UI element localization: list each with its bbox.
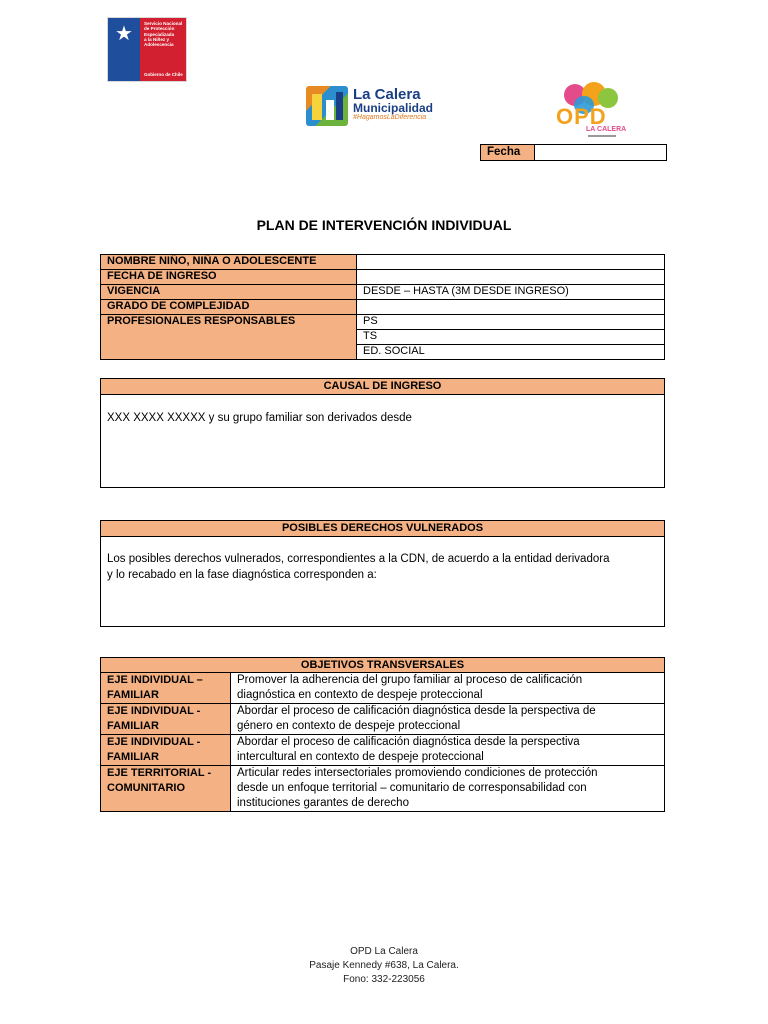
opd-logo-underline [588,135,616,137]
opd-logo [552,82,628,142]
objetivo-text-line: Abordar el proceso de calificación diagnóstica desde la perspectiva de [237,705,596,717]
objetivo-text-line: Articular redes intersectoriales promoviendo condiciones de protección [237,767,598,779]
city-buildings-icon [306,86,348,126]
eje-label-line: EJE INDIVIDUAL - [107,705,201,717]
derechos-section [100,520,665,627]
complejidad-value-cell[interactable] [357,300,665,315]
objetivos-table [100,657,665,812]
objetivo-text-line: género en contexto de despeje proteccional [237,720,461,732]
eje-label-line: FAMILIAR [107,720,159,732]
sename-logo-footer: Gobierno de Chile [144,72,183,77]
derechos-body[interactable] [101,537,664,583]
eje-label-line: EJE TERRITORIAL - [107,767,212,779]
profesional-ps-cell[interactable]: PS [357,315,665,330]
derechos-line-2: y lo recabado en la fase diagnóstica corresponden a: [107,569,377,581]
profesional-ed-social-cell[interactable]: ED. SOCIAL [357,345,665,360]
eje-label-line: FAMILIAR [107,689,159,701]
objetivo-text-line: Promover la adherencia del grupo familiar al proceso de calificación [237,674,583,686]
nombre-label: NOMBRE NIÑO, NIÑA O ADOLESCENTE [101,255,357,270]
table-row [101,766,665,812]
complejidad-label: GRADO DE COMPLEJIDAD [101,300,357,315]
info-table [100,254,665,360]
page-footer [0,945,768,987]
star-icon: ★ [115,23,133,45]
table-row [101,673,665,704]
nombre-value-cell[interactable] [357,255,665,270]
opd-logo-city: LA CALERA [586,126,627,133]
fecha-ingreso-label: FECHA DE INGRESO [101,270,357,285]
la-calera-logo [306,86,436,126]
objetivo-text-line: instituciones garantes de derecho [237,797,409,809]
sename-logo [107,17,187,82]
objetivos-header: OBJETIVOS TRANSVERSALES [101,658,665,673]
eje-label-line: FAMILIAR [107,751,159,763]
eje-label [101,766,231,812]
eje-label [101,673,231,704]
objetivo-text-line: desde un enfoque territorial – comunitario de corresponsabilidad con [237,782,587,794]
causal-header: CAUSAL DE INGRESO [101,379,664,395]
objetivo-text-line: intercultural en contexto de despeje proteccional [237,751,484,763]
logo-blue-panel [108,18,140,81]
footer-phone: Fono: 332-223056 [343,974,425,985]
la-calera-logo-title: La Calera [353,86,421,103]
footer-address: Pasaje Kennedy #638, La Calera. [309,960,459,971]
page-title: PLAN DE INTERVENCIÓN INDIVIDUAL [256,217,512,233]
table-row [101,704,665,735]
table-row [101,270,665,285]
opd-logo-word: OPD [556,104,607,129]
la-calera-logo-subtitle: Municipalidad [353,101,434,115]
causal-body[interactable]: XXX XXXX XXXXX y su grupo familiar son derivados desde [107,412,412,424]
derechos-header: POSIBLES DERECHOS VULNERADOS [101,521,664,537]
la-calera-logo-tagline: #HagamosLaDiferencia [353,114,427,121]
eje-label [101,704,231,735]
vigencia-label: VIGENCIA [101,285,357,300]
causal-section [100,378,665,488]
fecha-ingreso-value-cell[interactable] [357,270,665,285]
eje-label-line: COMUNITARIO [107,782,186,794]
profesional-ts-cell[interactable]: TS [357,330,665,345]
profesionales-label: PROFESIONALES RESPONSABLES [101,315,357,360]
table-row [101,255,665,270]
objetivo-text-cell[interactable] [231,704,665,735]
objetivo-text-cell[interactable] [231,735,665,766]
fecha-label: Fecha [481,145,535,160]
vigencia-value-cell[interactable]: DESDE – HASTA (3M DESDE INGRESO) [357,285,665,300]
table-row [101,315,665,330]
objetivo-text-line: Abordar el proceso de calificación diagnóstica desde la perspectiva [237,736,580,748]
table-row [101,300,665,315]
fecha-box [480,144,667,161]
eje-label-line: EJE INDIVIDUAL – [107,674,203,686]
table-row [101,735,665,766]
table-row [101,658,665,673]
fecha-value-field[interactable] [535,145,666,160]
eje-label-line: EJE INDIVIDUAL - [107,736,201,748]
objetivo-text-line: diagnóstica en contexto de despeje proteccional [237,689,483,701]
objetivo-text-cell[interactable] [231,766,665,812]
derechos-line-1: Los posibles derechos vulnerados, correspondientes a la CDN, de acuerdo a la entidad derivadora [107,553,610,565]
table-row [101,285,665,300]
sename-logo-text: Servicio Nacional de Protección Especializada a la Niñez y Adolescencia [144,21,183,48]
footer-office: OPD La Calera [350,946,418,957]
eje-label [101,735,231,766]
objetivo-text-cell[interactable] [231,673,665,704]
